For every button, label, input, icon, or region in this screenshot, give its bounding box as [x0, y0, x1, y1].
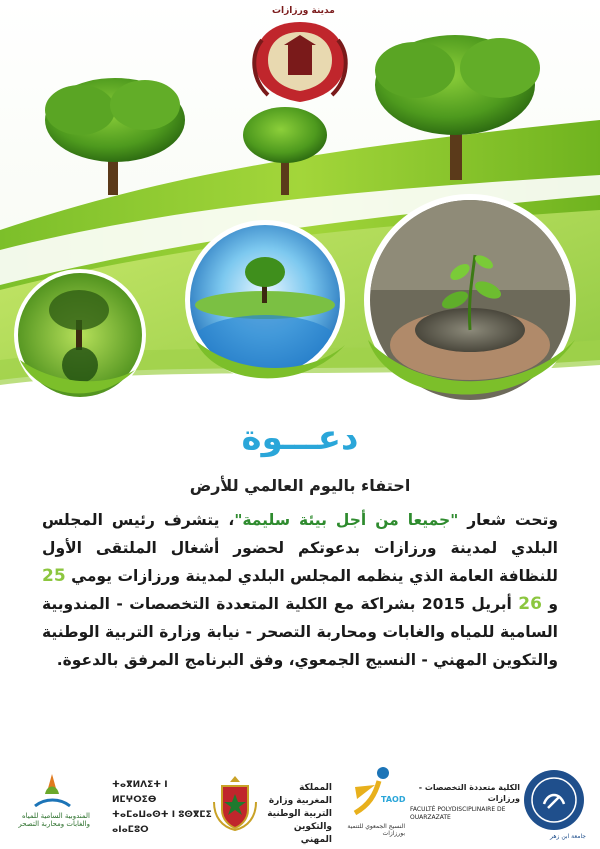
- partner-logos: [0, 760, 600, 849]
- globe-island-circle-icon: [185, 220, 345, 380]
- invitation-title: دعـــوة: [241, 418, 359, 458]
- ministry-education-ar: [262, 782, 332, 845]
- tifinagh-text: ⵜⴰⴳⵍⴷⵉⵜ ⵏ ⵍⵎⵖⵔⵉⴱ ⵜⴰⵎⴰⵡⴰⵙⵜ ⵏ ⵓⵙⴳⵎⵉ ⴰⵏⴰⵎⵓⵔ: [112, 780, 212, 835]
- body-text-and: و: [541, 595, 558, 613]
- hands-sapling-circle-icon: [364, 194, 576, 406]
- ministry-text: المملكة المغربية وزارة التربية الوطنية والتكوين المهني: [267, 783, 332, 845]
- morocco-coat-of-arms: [210, 772, 260, 832]
- taod-logo: [345, 765, 405, 845]
- ibn-zohr-seal-icon: [522, 768, 586, 832]
- body-text-a: وتحت شعار: [458, 511, 559, 529]
- date-day-1: 25: [42, 566, 66, 586]
- invitation-subtitle: احتفاء باليوم العالمي للأرض: [189, 476, 411, 495]
- ibn-zohr-text: جامعة ابن زهر: [550, 833, 586, 840]
- taod-text: TAOD: [381, 795, 406, 804]
- hcefl-emblem-icon: [15, 772, 90, 812]
- faculty-text-ar: الكلية متعددة التخصصات - ورزازات: [418, 783, 520, 803]
- faculty-logo: [410, 782, 520, 842]
- ministry-education-tifinagh: [112, 778, 212, 838]
- hcefl-text: المندوبية السامية للمياه والغابات ومحاربة التصحر: [18, 812, 90, 828]
- slogan: "جميعا من أجل بيئة سليمة": [234, 511, 459, 529]
- taod-subtext: النسيج الجمعوي للتنمية بورزازات: [347, 823, 405, 837]
- coat-of-arms-icon: [210, 772, 260, 832]
- emblem-title: مدينة ورزازات: [272, 6, 335, 16]
- body-text-c: أبريل 2015 بشراكة مع الكلية المتعددة التخصصات - المندوبية السامية للمياه والغابات ومحاربة التصحر - نيابة وزارة التربية الوطنية والتكوين المهني - النسيج الجمعوي، وفق البرنامج المرفق بالدعوة.: [42, 595, 558, 669]
- body-text-b: ، يتشرف رئيس المجلس البلدي لمدينة ورزازات بدعوتكم لحضور أشغال الملتقى الأول للنظافة العامة الذي ينظمه المجلس البلدي لمدينة ورزازات يومي: [42, 511, 558, 585]
- invitation-body: [42, 506, 558, 674]
- faculty-text-fr: FACULTÉ POLYDISCIPLINAIRE DE OUARZAZATE: [410, 806, 506, 821]
- taod-icon: [345, 765, 405, 820]
- hcefl-logo: [15, 772, 90, 832]
- date-day-2: 26: [518, 594, 542, 614]
- ibn-zohr-logo: [522, 768, 586, 840]
